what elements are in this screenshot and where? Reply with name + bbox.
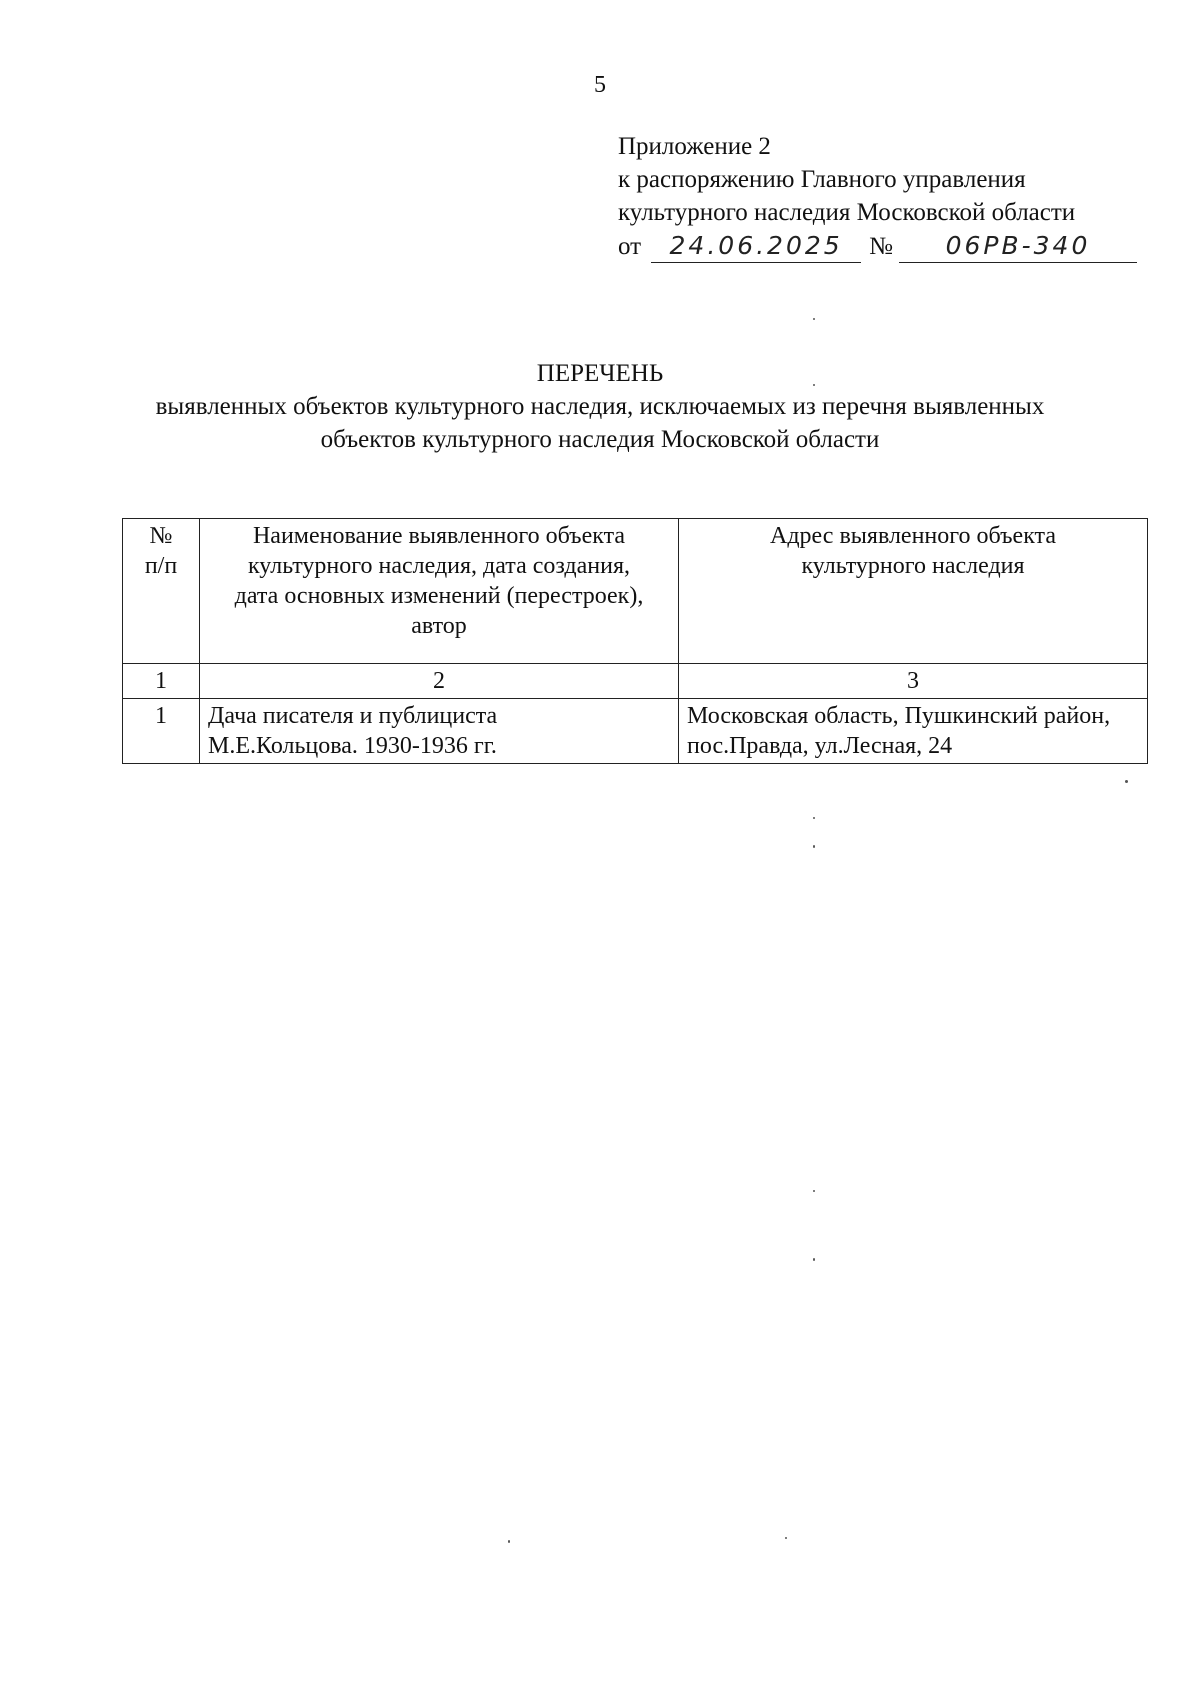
header-name-line-3: дата основных изменений (перестроек), (234, 583, 644, 609)
title-line-2: объектов культурного наследия Московской области (320, 426, 880, 453)
scan-speck (1125, 780, 1128, 783)
appendix-block (618, 130, 1137, 263)
object-address-line-2: пос.Правда, ул.Лесная, 24 (687, 733, 953, 759)
row-number: 1 (123, 699, 200, 764)
header-name-line-2: культурного наследия, дата создания, (247, 553, 631, 579)
header-address-line-2: культурного наследия (801, 553, 1025, 579)
appendix-line-1: Приложение 2 (618, 133, 771, 160)
scan-speck (785, 1537, 787, 1539)
column-number-2: 2 (200, 664, 679, 699)
number-sign: № (869, 233, 893, 260)
header-name-line-4: автор (411, 613, 467, 639)
header-name-line-1: Наименование выявленного объекта (252, 523, 626, 549)
table-row (123, 699, 1148, 764)
column-number-row (123, 664, 1148, 699)
object-name-line-2: М.Е.Кольцова. 1930-1936 гг. (208, 733, 497, 759)
header-name (200, 519, 679, 664)
header-address (679, 519, 1148, 664)
handwritten-number: 06РВ-340 (899, 229, 1137, 263)
column-number-1: 1 (123, 664, 200, 699)
scan-speck (813, 1190, 815, 1192)
scan-speck (813, 845, 815, 848)
scan-speck (813, 817, 815, 819)
header-number-line-1: № (149, 523, 173, 549)
scan-speck (813, 384, 815, 386)
row-object-address (679, 699, 1148, 764)
scan-speck (508, 1540, 510, 1543)
scan-speck (813, 318, 815, 320)
title-line-1: выявленных объектов культурного наследия, исключаемых из перечня выявленных (155, 393, 1045, 420)
header-address-line-1: Адрес выявленного объекта (770, 523, 1056, 549)
appendix-line-2: к распоряжению Главного управления (618, 166, 1026, 193)
appendix-date-line (618, 229, 1137, 263)
column-number-3: 3 (679, 664, 1148, 699)
handwritten-date: 24.06.2025 (651, 229, 861, 263)
table-header-row (123, 519, 1148, 664)
appendix-line-3: культурного наследия Московской области (618, 199, 1076, 226)
object-address-line-1: Московская область, Пушкинский район, (687, 703, 1111, 729)
objects-table (122, 518, 1148, 764)
title-heading: ПЕРЕЧЕНЬ (536, 360, 664, 387)
header-number (123, 519, 200, 664)
header-number-line-2: п/п (144, 553, 178, 579)
document-title (100, 357, 1100, 456)
row-object-name (200, 699, 679, 764)
page-number: 5 (594, 72, 606, 98)
scan-speck (813, 1258, 815, 1261)
object-name-line-1: Дача писателя и публициста (208, 703, 498, 729)
from-label: от (618, 233, 642, 260)
